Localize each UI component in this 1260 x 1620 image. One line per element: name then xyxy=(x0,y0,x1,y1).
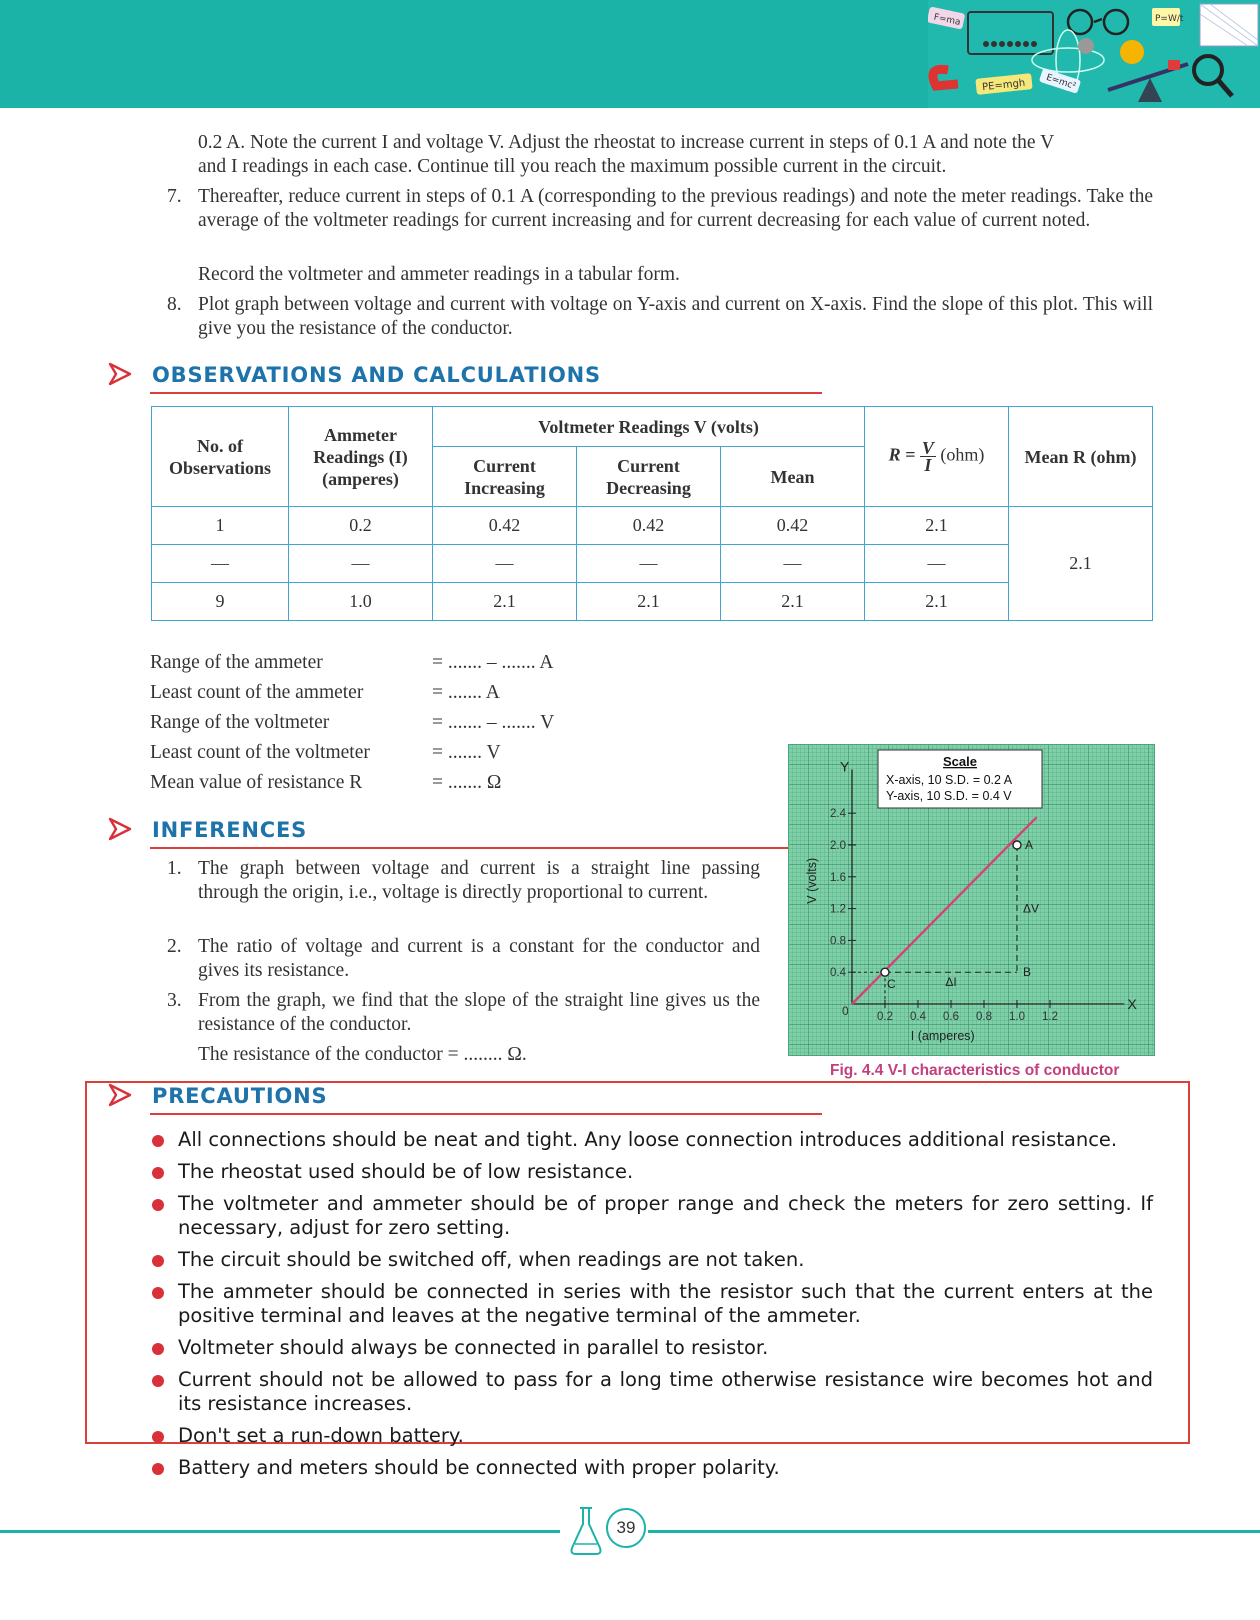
bullet-icon xyxy=(152,1135,164,1147)
precaution-item: Don't set a run-down battery. xyxy=(178,1424,464,1447)
r-unit: (ohm) xyxy=(940,444,985,465)
arrow-bullet-icon xyxy=(108,362,132,386)
x-axis-letter: X xyxy=(1127,996,1137,1012)
table-cell: — xyxy=(433,545,577,583)
table-row xyxy=(152,545,1153,583)
x-axis-label: I (amperes) xyxy=(910,1029,975,1043)
precaution-item: Voltmeter should always be connected in parallel to resistor. xyxy=(178,1336,769,1359)
bullet-icon xyxy=(152,1375,164,1387)
bullet-icon xyxy=(152,1343,164,1355)
procedure-step-6-line1: 0.2 A. Note the current I and voltage V. Adjust the rheostat to increase current in steps of 0.1 A and note the V xyxy=(198,132,1055,153)
precaution-item: Current should not be allowed to pass for a long time otherwise resistance wire becomes hot and its resistance increases. xyxy=(178,1368,1153,1415)
origin-label: 0 xyxy=(842,1004,849,1018)
mean-resistance-value: = ....... Ω xyxy=(432,772,502,793)
least-count-voltmeter-value: = ....... V xyxy=(432,742,501,763)
bullet-icon xyxy=(152,1255,164,1267)
fraction-numerator: V xyxy=(921,438,934,458)
point-c-label: C xyxy=(887,977,896,992)
science-illustration-icon xyxy=(928,0,1260,108)
col-header-mean-r: Mean R (ohm) xyxy=(1009,407,1153,507)
table-cell: 0.42 xyxy=(721,507,865,545)
delta-i-label: ΔI xyxy=(945,975,957,990)
y-axis-letter: Y xyxy=(840,758,850,775)
mean-r-value: 2.1 xyxy=(1009,507,1153,621)
col-header-ammeter: Ammeter Readings (I) (amperes) xyxy=(289,407,433,507)
point-a-label: A xyxy=(1025,838,1034,852)
scale-box xyxy=(878,750,1042,808)
x-tick-label: 0.4 xyxy=(910,1011,926,1023)
table-cell: — xyxy=(289,545,433,583)
inference-1-number: 1. xyxy=(167,858,182,879)
table-cell: 0.42 xyxy=(433,507,577,545)
inference-3-text: From the graph, we find that the slope of the straight line gives us the resistance of the conductor. xyxy=(198,990,760,1035)
y-tick-label: 0.4 xyxy=(830,967,846,980)
page-number-badge xyxy=(606,1508,646,1548)
y-tick-label: 1.6 xyxy=(830,871,846,884)
flask-icon xyxy=(566,1504,606,1560)
y-tick-label: 1.2 xyxy=(830,903,846,916)
table-cell: 2.1 xyxy=(721,583,865,621)
y-tick-label: 2.4 xyxy=(830,808,846,821)
col-header-resistance xyxy=(865,407,1009,507)
x-tick-label: 1.2 xyxy=(1042,1011,1058,1023)
x-tick-label: 0.8 xyxy=(976,1011,992,1023)
table-cell: 2.1 xyxy=(433,583,577,621)
table-cell: 2.1 xyxy=(577,583,721,621)
precaution-item: The voltmeter and ammeter should be of proper range and check the meters for zero setting. If necessary, adjust for zero setting. xyxy=(178,1192,1153,1239)
table-cell: 1 xyxy=(152,507,289,545)
col-header-no: No. of Observations xyxy=(152,407,289,507)
col-header-current-increasing: Current Increasing xyxy=(433,447,577,507)
point-b-label: B xyxy=(1023,965,1032,980)
table-cell: 1.0 xyxy=(289,583,433,621)
least-count-voltmeter-label: Least count of the voltmeter xyxy=(150,742,370,763)
y-tick-label: 2.0 xyxy=(830,840,846,852)
procedure-step-7-text: Thereafter, reduce current in steps of 0.1 A (corresponding to the previous readings) and note the meter readings. Take the average of the voltmeter readings for current increasing and for current decreasing for each value of current noted. xyxy=(198,186,1153,231)
r-equals: R = xyxy=(888,444,916,465)
range-voltmeter-value: = ....... – ....... V xyxy=(432,712,555,733)
observations-heading-text: OBSERVATIONS AND CALCULATIONS xyxy=(152,363,601,387)
formula-p-w-t: P=W/t xyxy=(1155,14,1184,24)
point-a-marker xyxy=(1013,841,1021,849)
fraction-denominator: I xyxy=(924,455,932,475)
x-tick-label: 1.0 xyxy=(1009,1011,1025,1023)
table-cell: 9 xyxy=(152,583,289,621)
least-count-ammeter-label: Least count of the ammeter xyxy=(150,682,364,703)
formula-f-ma: F=ma xyxy=(932,12,962,28)
inference-2-text: The ratio of voltage and current is a constant for the conductor and gives its resistance. xyxy=(198,936,760,981)
precaution-item: The rheostat used should be of low resistance. xyxy=(178,1160,634,1183)
range-voltmeter-label: Range of the voltmeter xyxy=(150,712,330,733)
procedure-step-6-line2: and I readings in each case. Continue till you reach the maximum possible current in the circuit. xyxy=(198,156,947,177)
procedure-step-8-text: Plot graph between voltage and current with voltage on Y-axis and current on X-axis. Find the slope of this plot. This will give you the resistance of the conductor. xyxy=(198,294,1153,339)
formula-e-mc2: E=mc² xyxy=(1044,72,1077,92)
table-cell: — xyxy=(577,545,721,583)
table-row xyxy=(152,507,1153,545)
y-axis-label: V (volts) xyxy=(805,857,819,904)
x-tick-label: 0.6 xyxy=(943,1011,959,1023)
header-banner xyxy=(0,0,1260,108)
arrow-bullet-icon xyxy=(108,1083,132,1107)
precaution-item: Battery and meters should be connected with proper polarity. xyxy=(178,1456,780,1479)
procedure-record-note: Record the voltmeter and ammeter readings in a tabular form. xyxy=(198,264,680,285)
table-cell: 0.2 xyxy=(289,507,433,545)
vi-characteristics-graph xyxy=(788,744,1155,1056)
col-header-mean: Mean xyxy=(721,447,865,507)
scale-x-text: X-axis, 10 S.D. = 0.2 A xyxy=(886,773,1013,787)
bullet-icon xyxy=(152,1199,164,1211)
delta-v-label: ΔV xyxy=(1023,901,1040,916)
procedure-step-7-number: 7. xyxy=(167,186,182,207)
observation-table xyxy=(151,406,1153,621)
table-row xyxy=(152,583,1153,621)
scale-title: Scale xyxy=(943,754,977,769)
bullet-icon xyxy=(152,1167,164,1179)
footer-rule-right xyxy=(648,1530,1260,1533)
bullet-icon xyxy=(152,1463,164,1475)
least-count-ammeter-value: = ....... A xyxy=(432,682,500,703)
col-header-voltmeter: Voltmeter Readings V (volts) xyxy=(433,407,865,447)
x-tick-label: 0.2 xyxy=(877,1011,893,1023)
v-over-i-fraction xyxy=(920,440,936,473)
y-tick-label: 0.8 xyxy=(830,935,846,948)
heading-underline xyxy=(150,392,822,394)
table-cell: 2.1 xyxy=(865,507,1009,545)
range-ammeter-label: Range of the ammeter xyxy=(150,652,323,673)
precautions-heading-text: PRECAUTIONS xyxy=(152,1084,328,1108)
bullet-icon xyxy=(152,1431,164,1443)
table-cell: — xyxy=(865,545,1009,583)
heading-underline xyxy=(150,847,822,849)
table-cell: 2.1 xyxy=(865,583,1009,621)
range-ammeter-value: = ....... – ....... A xyxy=(432,652,554,673)
arrow-bullet-icon xyxy=(108,817,132,841)
precaution-item: All connections should be neat and tight. Any loose connection introduces additional resistance. xyxy=(178,1128,1118,1151)
inference-2-number: 2. xyxy=(167,936,182,957)
table-cell: — xyxy=(721,545,865,583)
point-c-marker xyxy=(881,968,889,976)
graph-caption: Fig. 4.4 V-I characteristics of conductor xyxy=(830,1062,1120,1079)
procedure-step-8-number: 8. xyxy=(167,294,182,315)
precaution-item: The ammeter should be connected in series with the resistor such that the current enters at the positive terminal and leaves at the negative terminal of the ammeter. xyxy=(178,1280,1153,1327)
bullet-icon xyxy=(152,1287,164,1299)
scale-y-text: Y-axis, 10 S.D. = 0.4 V xyxy=(886,789,1012,803)
col-header-current-decreasing: Current Decreasing xyxy=(577,447,721,507)
table-cell: 0.42 xyxy=(577,507,721,545)
precaution-item: The circuit should be switched off, when readings are not taken. xyxy=(178,1248,805,1271)
mean-resistance-label: Mean value of resistance R xyxy=(150,772,363,793)
inferences-heading-text: INFERENCES xyxy=(152,818,308,842)
formula-pe-mgh: PE=mgh xyxy=(981,77,1026,94)
inference-1-text: The graph between voltage and current is a straight line passing through the origin, i.e., voltage is directly proportional to current. xyxy=(198,858,760,903)
page-number: 39 xyxy=(616,1518,636,1537)
heading-underline xyxy=(150,1113,822,1115)
inference-3-number: 3. xyxy=(167,990,182,1011)
footer-rule-left xyxy=(0,1530,560,1533)
resistance-of-conductor: The resistance of the conductor = ........ Ω. xyxy=(198,1044,527,1065)
table-cell: — xyxy=(152,545,289,583)
